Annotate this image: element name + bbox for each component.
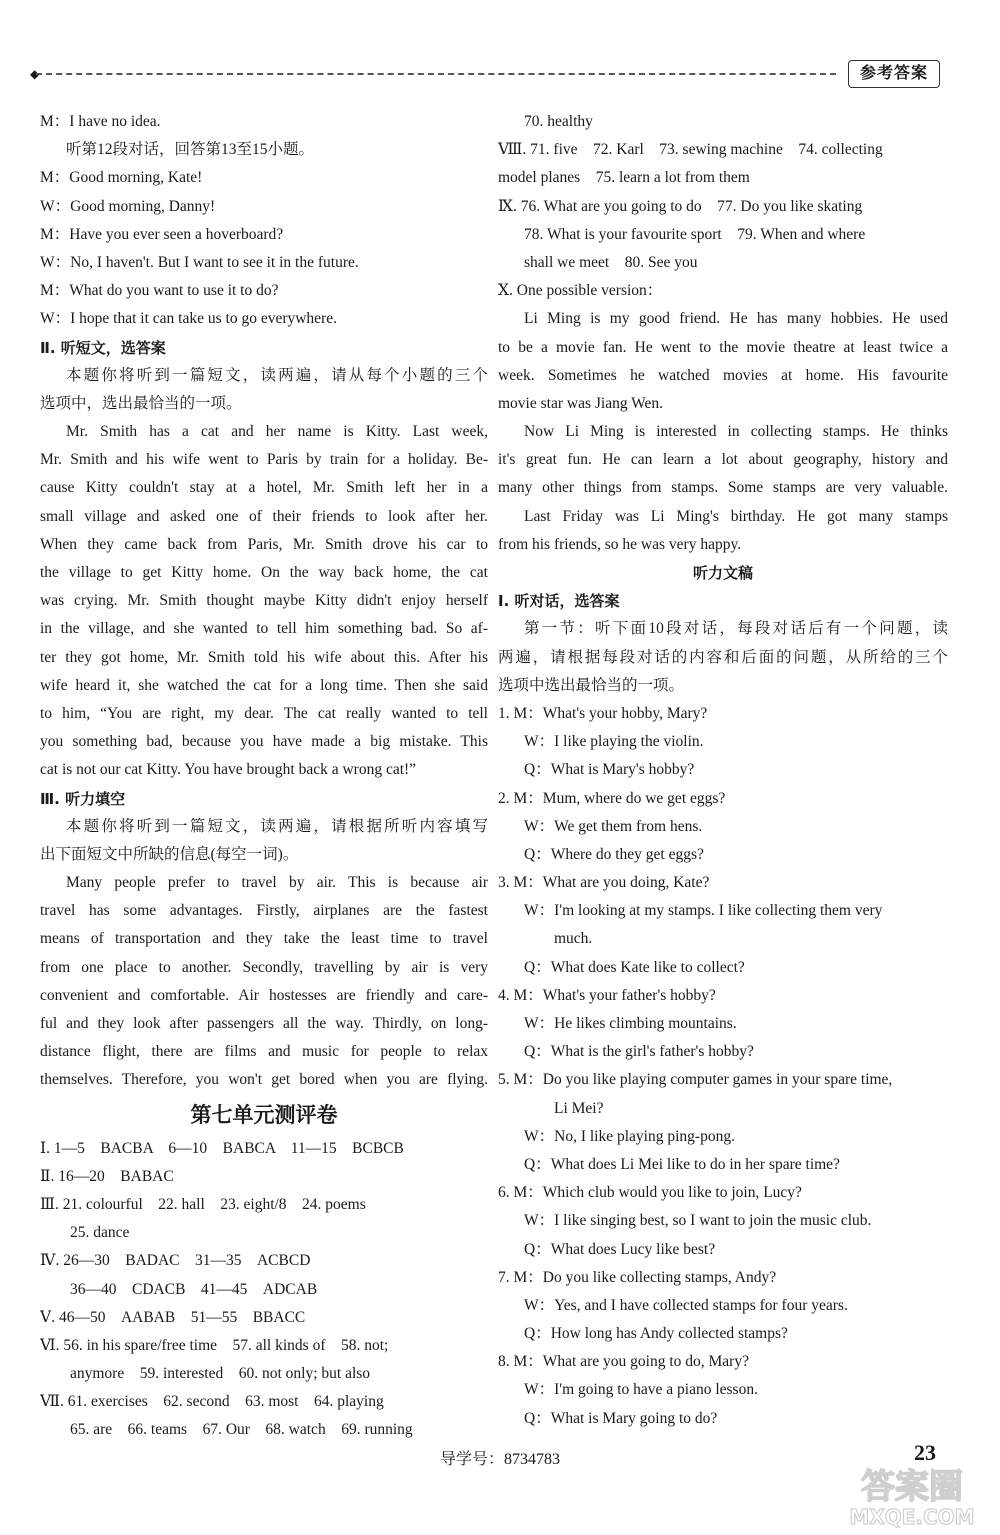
text-line: Mr. Smith has a cat and her name is Kitty. Last week,	[66, 423, 488, 441]
text-line: M：What do you want to use it to do?	[40, 282, 279, 300]
text-line: Ⅵ. 56. in his spare/free time 57. all kinds of 58. not;	[40, 1336, 389, 1354]
text-line: 出下面短文中所缺的信息(每空一词)。	[40, 845, 299, 863]
text-line: to him, “You are right, my dear. The cat really wanted to tell	[40, 704, 488, 722]
text-line: much.	[554, 930, 593, 948]
text-line: cat is not our cat Kitty. You have brought back a wrong cat!”	[40, 761, 417, 779]
text-line: distance flight, there are films and music for people to relax	[40, 1043, 488, 1061]
text-line: 70. healthy	[524, 113, 593, 130]
text-line: W：No, I haven't. But I want to see it in the future.	[40, 253, 359, 271]
text-line: 2. M：Mum, where do we get eggs?	[498, 789, 726, 807]
text-line: M：I have no idea.	[40, 113, 161, 130]
text-line: Ⅳ. 26—30 BADAC 31—35 ACBCD	[40, 1252, 311, 1270]
text-line: Q：What is the girl's father's hobby?	[524, 1043, 754, 1061]
left-column	[40, 108, 488, 1445]
unit-title: 第七单元测评卷	[190, 1102, 338, 1127]
text-line: 1. M：What's your hobby, Mary?	[498, 704, 708, 722]
text-line: 选项中，选出最恰当的一项。	[40, 394, 242, 412]
text-line: M：Have you ever seen a hoverboard?	[40, 225, 284, 243]
text-line: in the village, and she wanted to tell him something bad. So af-	[40, 620, 488, 638]
page-number: 23	[914, 1440, 936, 1465]
text-line: anymore 59. interested 60. not only; but also	[70, 1365, 371, 1383]
text-line: 78. What is your favourite sport 79. When and where	[524, 225, 866, 243]
text-line: W：I like singing best, so I want to join the music club.	[524, 1212, 872, 1230]
text-line: small village and asked one of their friends to look after her.	[40, 507, 488, 525]
svg-text:答案圈: 答案圈	[861, 1467, 963, 1507]
text-line: Ⅰ. 1—5 BACBA 6—10 BABCA 11—15 BCBCB	[40, 1139, 404, 1157]
text-line: Many people prefer to travel by air. This is because air	[66, 874, 488, 892]
text-line: W：I like playing the violin.	[524, 733, 704, 751]
text-line: Ⅹ. One possible version：	[498, 282, 663, 300]
right-column	[498, 108, 948, 1433]
text-line: 8. M：What are you going to do, Mary?	[498, 1353, 749, 1371]
left-text-lines	[40, 108, 488, 1095]
text-line: Ⅱ. 16—20 BABAC	[40, 1167, 174, 1185]
text-line: movie star was Jiang Wen.	[498, 394, 664, 412]
text-line: the village to get Kitty home. On the way back home, the cat	[40, 564, 488, 581]
right-text-lines	[498, 108, 948, 1433]
text-line: Ⅸ. 76. What are you going to do 77. Do you like skating	[498, 197, 863, 215]
text-line: week. Sometimes he watched movies at home. His favourite	[498, 366, 948, 384]
text-line: W：No, I like playing ping-pong.	[524, 1127, 735, 1145]
text-line: Q：What does Li Mei like to do in her spare time?	[524, 1155, 840, 1173]
text-line: 36—40 CDACB 41—45 ADCAB	[70, 1280, 318, 1298]
text-line: 4. M：What's your father's hobby?	[498, 986, 716, 1004]
text-line: model planes 75. learn a lot from them	[498, 169, 750, 187]
text-line: Li Ming is my good friend. He has many hobbies. He used	[524, 310, 948, 328]
watermark-logo	[832, 1450, 992, 1530]
answer-key-lines	[40, 1135, 488, 1445]
text-line: 两遍，请根据每段对话的内容和后面的问题，从所给的三个	[498, 648, 948, 666]
text-line: 3. M：What are you doing, Kate?	[498, 874, 710, 892]
text-line: 7. M：Do you like collecting stamps, Andy?	[498, 1268, 777, 1286]
text-line: Mr. Smith and his wife went to Paris by train for a holiday. Be-	[40, 451, 488, 469]
text-line: wife heard it, she watched the cat for a long time. Then she said	[40, 676, 488, 694]
text-line: 65. are 66. teams 67. Our 68. watch 69. running	[70, 1421, 413, 1439]
text-line: Ⅷ. 71. five 72. Karl 73. sewing machine 74. collecting	[498, 141, 883, 159]
text-line: cause Kitty couldn't stay at a hotel, Mr. Smith left her in a	[40, 479, 488, 497]
text-line: was crying. Mr. Smith thought maybe Kitty didn't enjoy herself	[40, 592, 488, 610]
text-line: Q：Where do they get eggs?	[524, 845, 704, 863]
text-line: 本题你将听到一篇短文，读两遍，请根据所听内容填写	[66, 817, 488, 835]
text-line: W：Yes, and I have collected stamps for four years.	[524, 1296, 848, 1314]
guide-number: 导学号：8734783	[439, 1451, 560, 1468]
text-line: Q：How long has Andy collected stamps?	[524, 1325, 788, 1343]
text-line: Now Li Ming is interested in collecting stamps. He thinks	[524, 423, 948, 441]
text-line: themselves. Therefore, you won't get bored when you are flying.	[40, 1071, 488, 1089]
text-line: means of transportation and they take the least time to travel	[40, 930, 488, 948]
text-line: W：He likes climbing mountains.	[524, 1015, 737, 1032]
header-rule	[36, 73, 836, 75]
section-heading: Ⅰ. 听对话，选答案	[498, 592, 620, 611]
header-bullet: ◆	[30, 67, 40, 81]
text-line: W：I'm looking at my stamps. I like collecting them very	[524, 902, 883, 920]
text-line: W：We get them from hens.	[524, 817, 703, 835]
text-line: 6. M：Which club would you like to join, Lucy?	[498, 1184, 802, 1202]
text-line: shall we meet 80. See you	[524, 253, 698, 271]
text-line: 听第12段对话，回答第13至15小题。	[66, 141, 315, 159]
text-line: 第一节：听下面10段对话，每段对话后有一个问题，读	[524, 620, 948, 638]
text-line: to be a movie fan. He went to the movie theatre at least twice a	[498, 338, 948, 356]
text-line: 25. dance	[70, 1224, 130, 1242]
text-line: Q：What is Mary's hobby?	[524, 761, 695, 779]
text-line: When they came back from Paris, Mr. Smith drove his car to	[40, 535, 488, 553]
text-line: 本题你将听到一篇短文，读两遍，请从每个小题的三个	[66, 366, 488, 384]
text-line: W：I'm going to have a piano lesson.	[524, 1381, 758, 1399]
section-heading: Ⅱ. 听短文，选答案	[40, 338, 166, 357]
text-line: Q：What does Lucy like best?	[524, 1240, 716, 1258]
text-line: 选项中选出最恰当的一项。	[498, 676, 685, 694]
svg-text:MXQE.COM: MXQE.COM	[849, 1505, 975, 1529]
text-line: Li Mei?	[554, 1099, 604, 1117]
section-heading: Ⅲ. 听力填空	[40, 789, 126, 808]
text-line: Ⅲ. 21. colourful 22. hall 23. eight/8 24. poems	[40, 1195, 366, 1213]
text-line: you something bad, because you have made a big mistake. This	[40, 733, 488, 751]
text-line: W：Good morning, Danny!	[40, 197, 216, 215]
text-line: it's great fun. He can learn a lot about geography, history and	[498, 451, 948, 469]
text-line: Q：What is Mary going to do?	[524, 1409, 718, 1427]
section-heading: 听力文稿	[692, 564, 753, 582]
text-line: from his friends, so he was very happy.	[498, 535, 742, 553]
text-line: Ⅴ. 46—50 AABAB 51—55 BBACC	[40, 1308, 306, 1326]
text-line: Q：What does Kate like to collect?	[524, 958, 745, 976]
text-line: Last Friday was Li Ming's birthday. He got many stamps	[524, 507, 948, 525]
text-line: many other things from stamps. Some stamps are very valuable.	[498, 479, 948, 497]
text-line: ful and they look after passengers all the way. Thirdly, on long-	[40, 1015, 488, 1032]
text-line: from one place to another. Secondly, travelling by air is very	[40, 958, 488, 976]
text-line: M：Good morning, Kate!	[40, 169, 203, 187]
text-line: ter they got home, Mr. Smith told his wife about this. After his	[40, 648, 488, 666]
text-line: W：I hope that it can take us to go everywhere.	[40, 310, 337, 328]
text-line: convenient and comfortable. Air hostesses are friendly and care-	[40, 986, 488, 1004]
text-line: 5. M：Do you like playing computer games in your spare time,	[498, 1071, 893, 1089]
text-line: travel has some advantages. Firstly, airplanes are the fastest	[40, 902, 488, 920]
header-label: 参考答案	[848, 60, 940, 88]
text-line: Ⅶ. 61. exercises 62. second 63. most 64. playing	[40, 1393, 384, 1411]
